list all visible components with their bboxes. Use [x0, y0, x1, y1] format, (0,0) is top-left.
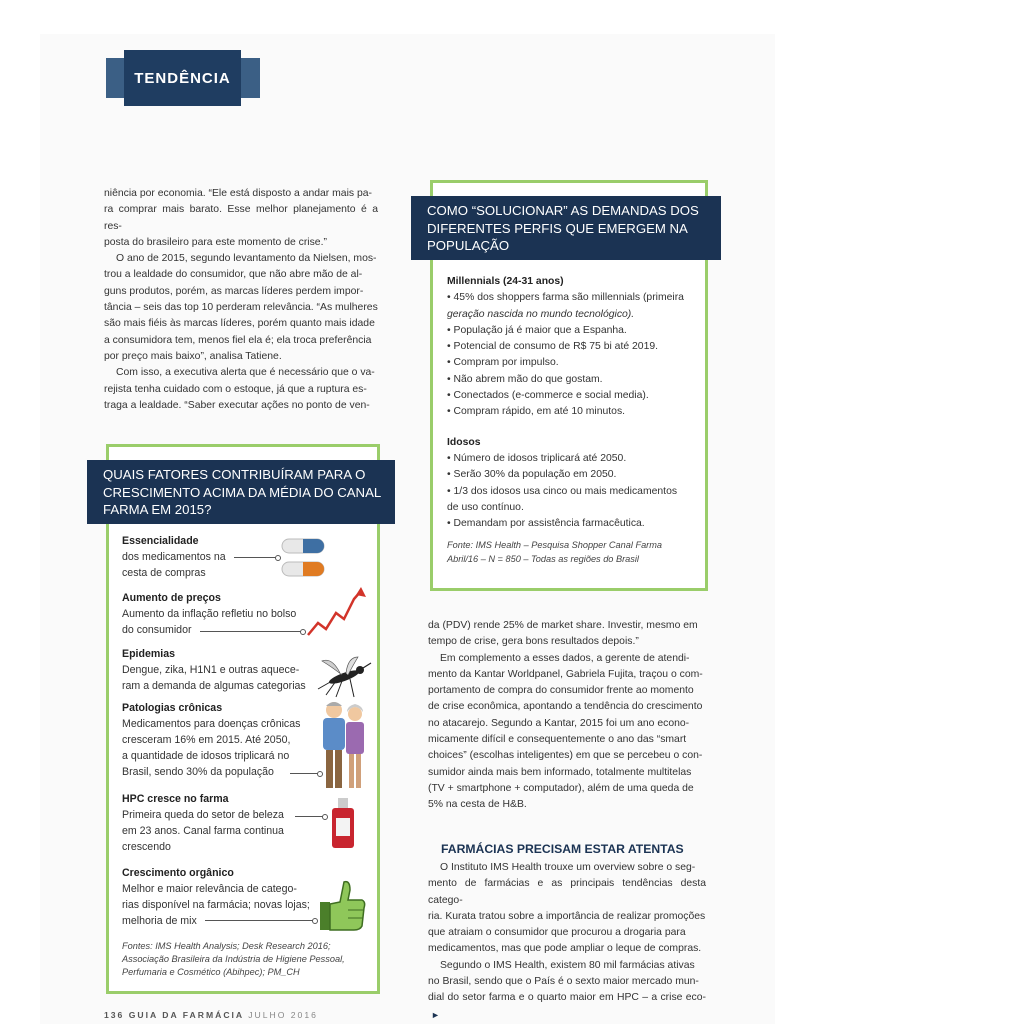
text-line: (TV + smartphone + computador), além de uma queda de [428, 782, 694, 794]
page-number: 136 [104, 1010, 125, 1020]
text-line: no Brasil, sendo que o País é o sexto maior mercado mun- [428, 976, 699, 988]
factor-text: em 23 anos. Canal farma continua [122, 825, 284, 837]
profile-line: • Potencial de consumo de R$ 75 bi até 2019. [447, 341, 659, 353]
continue-arrow-icon: ► [431, 1009, 440, 1020]
text-line: Em complemento a esses dados, a gerente de atendi- [440, 652, 690, 664]
factor-patologias [122, 700, 337, 780]
text-line: posta do brasileiro para este momento de crise.” [104, 236, 327, 248]
text-line: choices” (escolhas inteligentes) em que se percebeu o con- [428, 750, 703, 762]
text-line: portamento de compra do consumidor frente ao momento [428, 685, 694, 697]
text-line: guns produtos, porém, as marcas líderes perdem impor- [104, 285, 364, 297]
profile-line: • 1/3 dos idosos usa cinco ou mais medicamentos [447, 485, 678, 497]
right-column-text-2 [428, 860, 706, 1024]
leader-line [205, 920, 315, 921]
factor-text: cesta de compras [122, 567, 206, 579]
factor-text: do consumidor [122, 624, 192, 636]
text-line: micamente difícil e consequentemente o ano das “smart [428, 734, 687, 746]
mosquito-icon [314, 655, 372, 699]
profile-line: • Compram rápido, em até 10 minutos. [447, 406, 626, 418]
profiles-source: Abril/16 – N = 850 – Todas as regiões do Brasil [447, 554, 639, 565]
factor-text: Dengue, zika, H1N1 e outras aquece- [122, 664, 300, 676]
text-line: trou a lealdade do consumidor, que não abre mão de al- [104, 269, 363, 281]
text-line: ra comprar mais barato. Esse melhor planejamento é a res- [104, 204, 378, 232]
text-line: tempo de crise, gera bons resultados depois.” [428, 636, 639, 648]
profile-heading: Idosos [447, 436, 481, 448]
profile-line: geração nascida no mundo tecnológico). [447, 308, 635, 320]
text-line: 5% na cesta de H&B. [428, 799, 527, 811]
factor-text: melhoria de mix [122, 915, 197, 927]
text-line: são mais fiéis às marcas líderes, porém quanto mais idade [104, 318, 375, 330]
right-column-text [428, 618, 706, 814]
factor-text: crescendo [122, 841, 171, 853]
profiles-content [447, 274, 699, 566]
profile-line: • Conectados (e-commerce e social media). [447, 390, 649, 402]
text-line: ria. Kurata tratou sobre a importância de realizar promoções [428, 910, 706, 922]
source-line: Associação Brasileira da Indústria de Higiene Pessoal, [122, 954, 345, 964]
factor-text: Medicamentos para doenças crônicas [122, 718, 301, 730]
factor-heading: Epidemias [122, 648, 175, 660]
text-line: rejista tenha cuidado com o estoque, já que a ruptura es- [104, 383, 367, 395]
text-line: traga a lealdade. “Saber executar ações no ponto de ven- [104, 399, 370, 411]
factor-text: rias disponível na farmácia; novas lojas; [122, 899, 310, 911]
cosmetic-bottle-icon [330, 798, 356, 850]
profile-line: • População já é maior que a Espanha. [447, 324, 627, 336]
source-line: Perfumaria e Cosmético (Abihpec); PM_CH [122, 967, 300, 977]
factor-heading: Patologias crônicas [122, 702, 223, 714]
factor-text: Primeira queda do setor de beleza [122, 809, 284, 821]
text-line: da (PDV) rende 25% de market share. Investir, mesmo em [428, 620, 698, 631]
factor-text: Aumento da inflação refletiu no bolso [122, 608, 297, 620]
rising-graph-icon [306, 585, 368, 639]
text-line: por preço mais baixo”, analisa Tatiene. [104, 350, 282, 362]
leader-line [200, 631, 303, 632]
thumbs-up-icon [318, 878, 368, 934]
profile-line: • 45% dos shoppers farma são millennials (primeira [447, 292, 684, 304]
source-line: Fontes: IMS Health Analysis; Desk Research 2016; [122, 941, 331, 951]
capsules-icon [280, 535, 328, 583]
factor-epidemias [122, 646, 337, 694]
factor-hpc [122, 791, 337, 855]
factor-text: cresceram 16% em 2015. Até 2050, [122, 734, 291, 746]
page-footer [104, 1010, 318, 1020]
left-column-text [104, 186, 378, 414]
factor-heading: Aumento de preços [122, 592, 221, 604]
profile-line: • Serão 30% da população em 2050. [447, 469, 617, 481]
profiles-source: Fonte: IMS Health – Pesquisa Shopper Canal Farma [447, 540, 662, 551]
text-line: O ano de 2015, segundo levantamento da Nielsen, mos- [116, 253, 377, 265]
profile-line: de uso contínuo. [447, 501, 524, 513]
elderly-couple-icon [318, 698, 368, 794]
factor-heading: Crescimento orgânico [122, 867, 234, 879]
text-line-content: dial do setor farma e o quarto maior em HPC – a crise eco- [428, 992, 706, 1004]
text-line: mento de farmácias e as principais tendências desta catego- [428, 878, 706, 906]
factors-box-title: QUAIS FATORES CONTRIBUÍRAM PARA O CRESCIMENTO ACIMA DA MÉDIA DO CANAL FARMA EM 2015? [87, 460, 395, 524]
text-line: tância – seis das top 10 perderam relevância. “As mulheres [104, 302, 378, 314]
text-line [428, 990, 706, 1024]
text-line: de crise econômica, apontando a tendência do crescimento [428, 701, 703, 713]
text-line: O Instituto IMS Health trouxe um overview sobre o seg- [440, 862, 696, 873]
leader-line [290, 773, 320, 774]
factor-text: Brasil, sendo 30% da população [122, 766, 274, 778]
profile-line: • Não abrem mão do que gostam. [447, 373, 603, 385]
profile-line: • Demandam por assistência farmacêutica. [447, 518, 645, 530]
profiles-box-title: COMO “SOLUCIONAR” AS DEMANDAS DOS DIFERENTES PERFIS QUE EMERGEM NA POPULAÇÃO [411, 196, 721, 260]
factors-sources [122, 940, 352, 979]
leader-line [295, 816, 325, 817]
factor-text: a quantidade de idosos triplicará no [122, 750, 290, 762]
factor-heading: HPC cresce no farma [122, 793, 229, 805]
text-line: no atacarejo. Segundo a Kantar, 2015 foi um ano econo- [428, 717, 690, 729]
profile-line: • Número de idosos triplicará até 2050. [447, 452, 627, 464]
factor-text: ram a demanda de algumas categorias [122, 680, 306, 692]
publication-date: JULHO 2016 [248, 1010, 318, 1020]
text-line: mento da Kantar Worldpanel, Gabriela Fujita, traçou o com- [428, 668, 703, 680]
section-subheading: FARMÁCIAS PRECISAM ESTAR ATENTAS [441, 842, 684, 856]
text-line: medicamentos, mas que pode ampliar o leque de compras. [428, 943, 702, 955]
factor-text: Melhor e maior relevância de catego- [122, 883, 297, 895]
factor-heading: Essencialidade [122, 535, 199, 547]
text-line: sumidor ainda mais bem informado, totalmente multitelas [428, 766, 692, 778]
section-tag: TENDÊNCIA [124, 50, 241, 106]
leader-line [234, 557, 278, 558]
publication-name: GUIA DA FARMÁCIA [128, 1010, 244, 1020]
factor-text: dos medicamentos na [122, 551, 226, 563]
text-line: a consumidora tem, menos fiel ela é; ela troca preferência [104, 334, 372, 346]
text-line: que atraiam o consumidor que procurou a drogaria para [428, 927, 686, 939]
profile-line: • Compram por impulso. [447, 357, 559, 369]
text-line: niência por economia. “Ele está disposto a andar mais pa- [104, 188, 372, 199]
text-line: Com isso, a executiva alerta que é necessário que o va- [116, 367, 375, 379]
text-line: Segundo o IMS Health, existem 80 mil farmácias ativas [440, 959, 695, 971]
profile-heading: Millennials (24-31 anos) [447, 276, 564, 287]
